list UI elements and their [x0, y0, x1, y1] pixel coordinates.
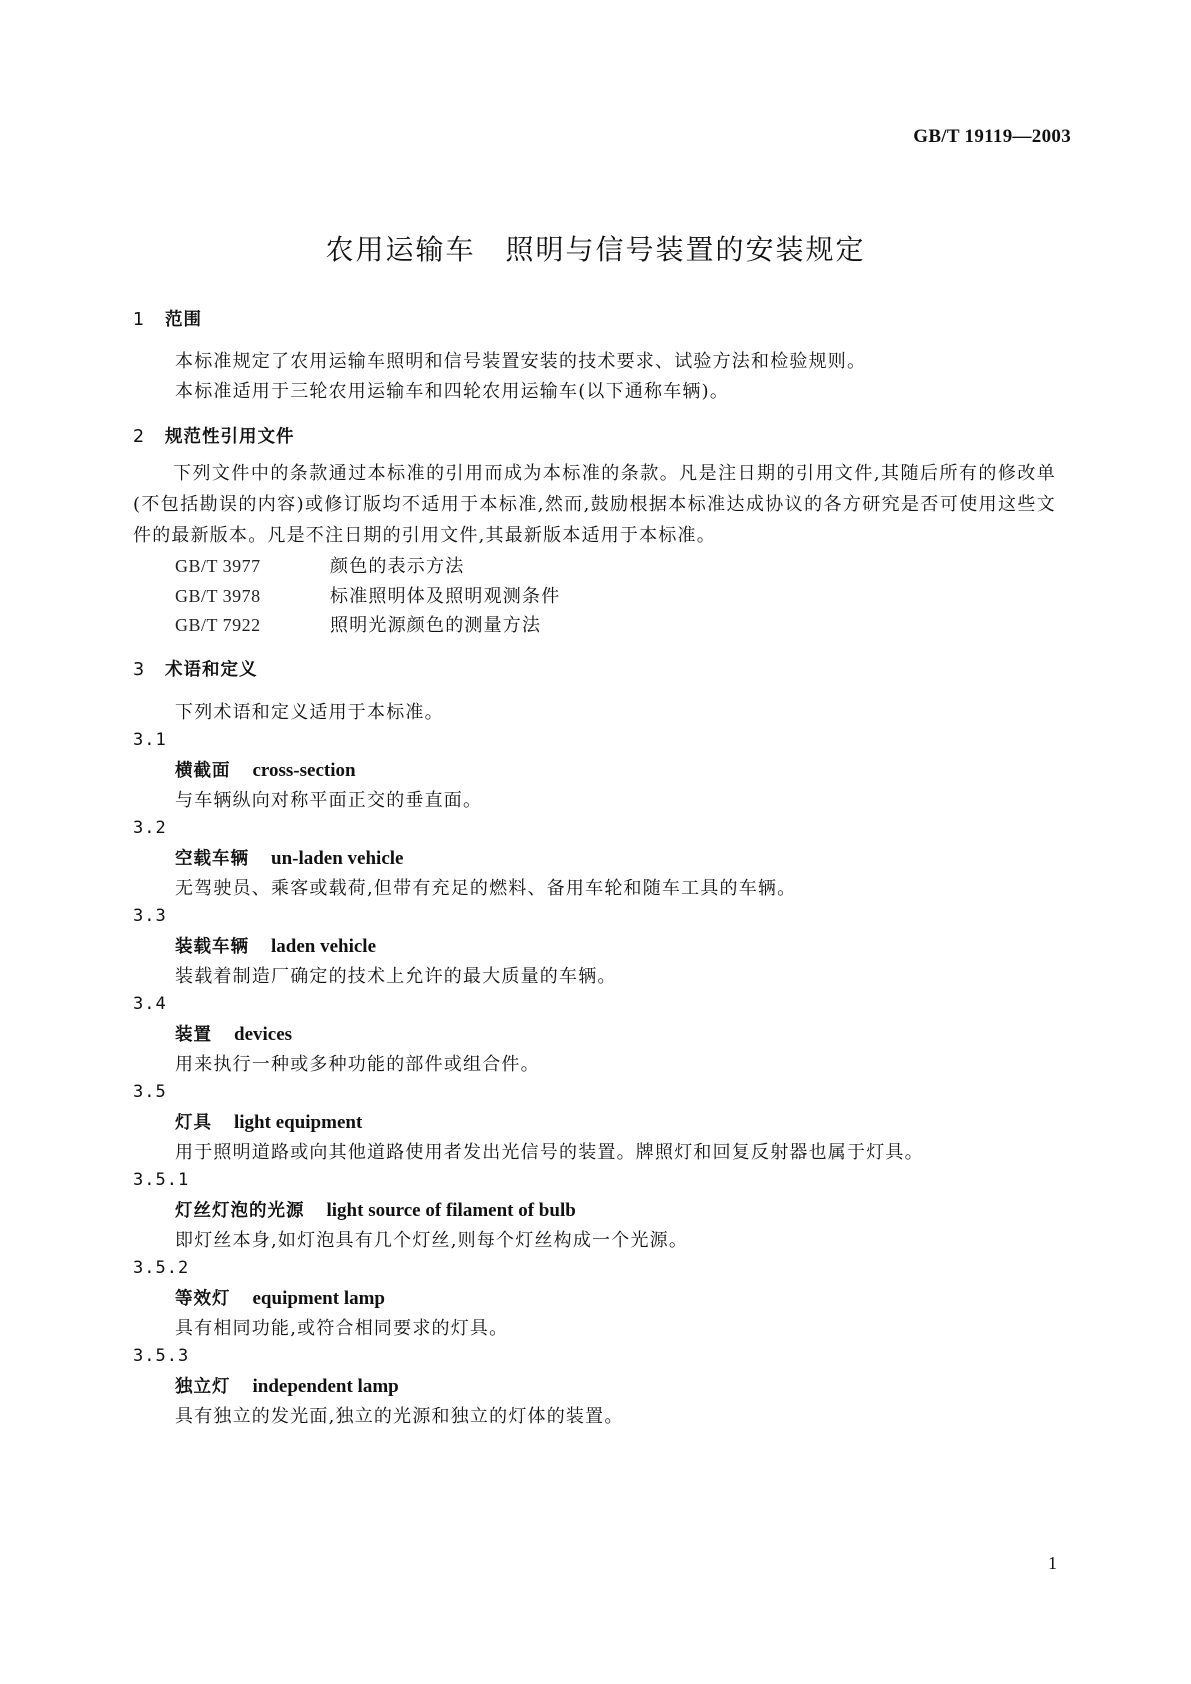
reference-title: 颜色的表示方法	[330, 556, 465, 577]
section-title: 术语和定义	[165, 660, 258, 680]
term-heading	[175, 933, 376, 958]
term-zh: 装载车辆	[175, 937, 249, 957]
term-heading	[175, 845, 403, 870]
section-3-heading	[133, 656, 258, 681]
section-number: 2	[133, 427, 146, 447]
term-en: light equipment	[234, 1112, 363, 1133]
reference-code: GB/T 3977	[175, 556, 261, 576]
reference-code: GB/T 3978	[175, 586, 261, 606]
term-en: laden vehicle	[271, 936, 377, 957]
term-definition: 用于照明道路或向其他道路使用者发出光信号的装置。牌照灯和回复反射器也属于灯具。	[175, 1142, 924, 1163]
clause-number: 3.5.3	[133, 1346, 190, 1366]
section-3-paragraph: 下列术语和定义适用于本标准。	[175, 702, 444, 723]
term-definition: 具有相同功能,或符合相同要求的灯具。	[175, 1318, 509, 1339]
standard-code: GB/T 19119—2003	[913, 126, 1071, 147]
section-1-heading	[133, 306, 202, 331]
term-definition: 无驾驶员、乘客或载荷,但带有充足的燃料、备用车轮和随车工具的车辆。	[175, 878, 797, 899]
term-en: light source of filament of bulb	[326, 1200, 576, 1221]
term-en: independent lamp	[252, 1376, 399, 1397]
clause-number: 3.4	[133, 994, 167, 1014]
reference-item	[175, 582, 560, 608]
term-zh: 空载车辆	[175, 849, 249, 869]
section-title: 规范性引用文件	[165, 427, 295, 447]
term-zh: 灯具	[175, 1113, 212, 1133]
section-2-heading	[133, 423, 295, 448]
term-definition: 与车辆纵向对称平面正交的垂直面。	[175, 790, 483, 811]
term-zh: 装置	[175, 1025, 212, 1045]
clause-number: 3.3	[133, 906, 167, 926]
reference-item	[175, 611, 541, 637]
term-en: equipment lamp	[252, 1288, 385, 1309]
term-zh: 横截面	[175, 761, 231, 781]
section-number: 3	[133, 660, 146, 680]
reference-title: 标准照明体及照明观测条件	[330, 586, 561, 607]
term-definition: 即灯丝本身,如灯泡具有几个灯丝,则每个灯丝构成一个光源。	[175, 1230, 689, 1251]
document-title: 农用运输车 照明与信号装置的安装规定	[325, 233, 866, 266]
term-heading	[175, 1021, 292, 1046]
clause-number: 3.5	[133, 1082, 167, 1102]
section-title: 范围	[165, 310, 202, 330]
clause-number: 3.1	[133, 730, 167, 750]
section-1-paragraph: 本标准适用于三轮农用运输车和四轮农用运输车(以下通称车辆)。	[175, 381, 730, 402]
term-heading	[175, 1197, 576, 1222]
term-zh: 灯丝灯泡的光源	[175, 1201, 305, 1221]
reference-code: GB/T 7922	[175, 615, 261, 635]
term-en: devices	[234, 1024, 293, 1045]
section-1-paragraph: 本标准规定了农用运输车照明和信号装置安装的技术要求、试验方法和检验规则。	[175, 351, 867, 372]
reference-item	[175, 552, 464, 578]
term-en: un-laden vehicle	[271, 848, 404, 869]
term-zh: 等效灯	[175, 1289, 231, 1309]
clause-number: 3.5.1	[133, 1170, 190, 1190]
term-zh: 独立灯	[175, 1377, 231, 1397]
term-heading	[175, 1285, 385, 1310]
section-2-paragraph: 下列文件中的条款通过本标准的引用而成为本标准的条款。凡是注日期的引用文件,其随后所有的修改单(不包括勘误的内容)或修订版均不适用于本标准,然而,鼓励根据本标准达成协议的各方研究是否可使用这些文件的最新版本。凡是不注日期的引用文件,其最新版本适用于本标准。	[133, 463, 1056, 546]
term-heading	[175, 1373, 399, 1398]
clause-number: 3.2	[133, 818, 167, 838]
term-heading	[175, 757, 356, 782]
page-number: 1	[1048, 1553, 1057, 1573]
term-definition: 装载着制造厂确定的技术上允许的最大质量的车辆。	[175, 966, 617, 987]
term-definition: 具有独立的发光面,独立的光源和独立的灯体的装置。	[175, 1406, 624, 1427]
term-en: cross-section	[252, 760, 356, 781]
term-heading	[175, 1109, 362, 1134]
section-number: 1	[133, 310, 146, 330]
term-definition: 用来执行一种或多种功能的部件或组合件。	[175, 1054, 540, 1075]
reference-title: 照明光源颜色的测量方法	[330, 615, 542, 636]
clause-number: 3.5.2	[133, 1258, 190, 1278]
